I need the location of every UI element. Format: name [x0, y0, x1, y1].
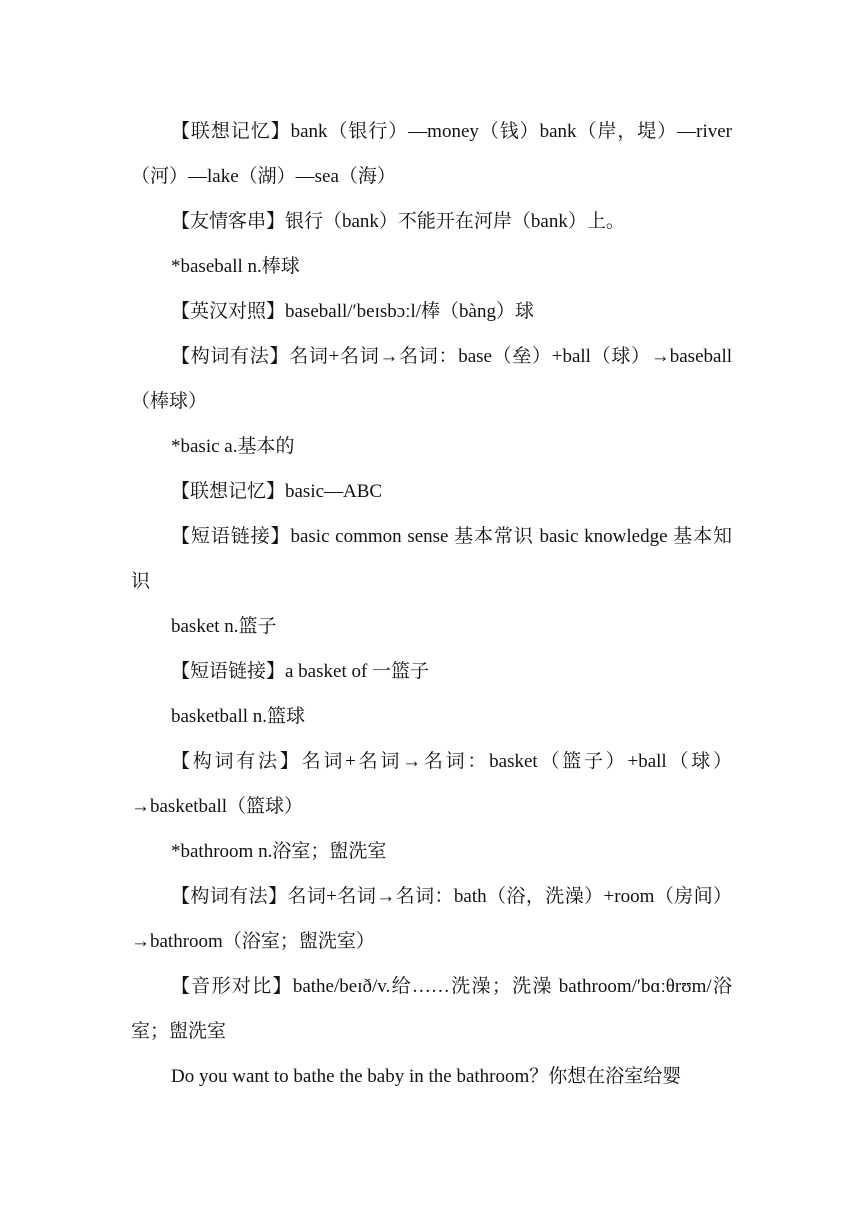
- document-body: [131, 109, 732, 1099]
- entry-basic: *basic a.基本的: [171, 436, 295, 457]
- entry-basketball: basketball n.篮球: [171, 706, 306, 727]
- paragraph-example-sentence: Do you want to bathe the baby in the bathroom？你想在浴室给婴: [171, 1066, 682, 1087]
- paragraph-baseball-wordbuild: 【构词有法】名词+名词→名词：base（垒）+ball（球）→baseball（棒球）: [131, 346, 732, 412]
- paragraph-bank-joke: 【友情客串】银行（bank）不能开在河岸（bank）上。: [171, 211, 625, 232]
- entry-bathroom: *bathroom n.浴室；盥洗室: [171, 841, 387, 862]
- paragraph-basic-phrases: 【短语链接】basic common sense 基本常识 basic knowledge 基本知识: [131, 526, 732, 592]
- entry-baseball: *baseball n.棒球: [171, 256, 300, 277]
- paragraph-bathroom-wordbuild: 【构词有法】名词+名词→名词：bath（浴，洗澡）+room（房间）→bathroom（浴室；盥洗室）: [131, 886, 732, 952]
- entry-basket: basket n.篮子: [171, 616, 277, 637]
- paragraph-basic-association: 【联想记忆】basic—ABC: [171, 481, 383, 502]
- paragraph-bank-association: 【联想记忆】bank（银行）—money（钱）bank（岸，堤）—river（河）—lake（湖）—sea（海）: [131, 121, 732, 187]
- paragraph-basket-phrase: 【短语链接】a basket of 一篮子: [171, 661, 430, 682]
- paragraph-bathe-comparison: 【音形对比】bathe/beɪð/v.给……洗澡；洗澡 bathroom/′bɑːθrʊm/浴室；盥洗室: [131, 976, 732, 1042]
- paragraph-baseball-translation: 【英汉对照】baseball/′beɪsbɔːl/棒（bàng）球: [171, 301, 534, 322]
- paragraph-basketball-wordbuild: 【构词有法】名词+名词→名词：basket（篮子）+ball（球）→basketball（篮球）: [131, 751, 732, 817]
